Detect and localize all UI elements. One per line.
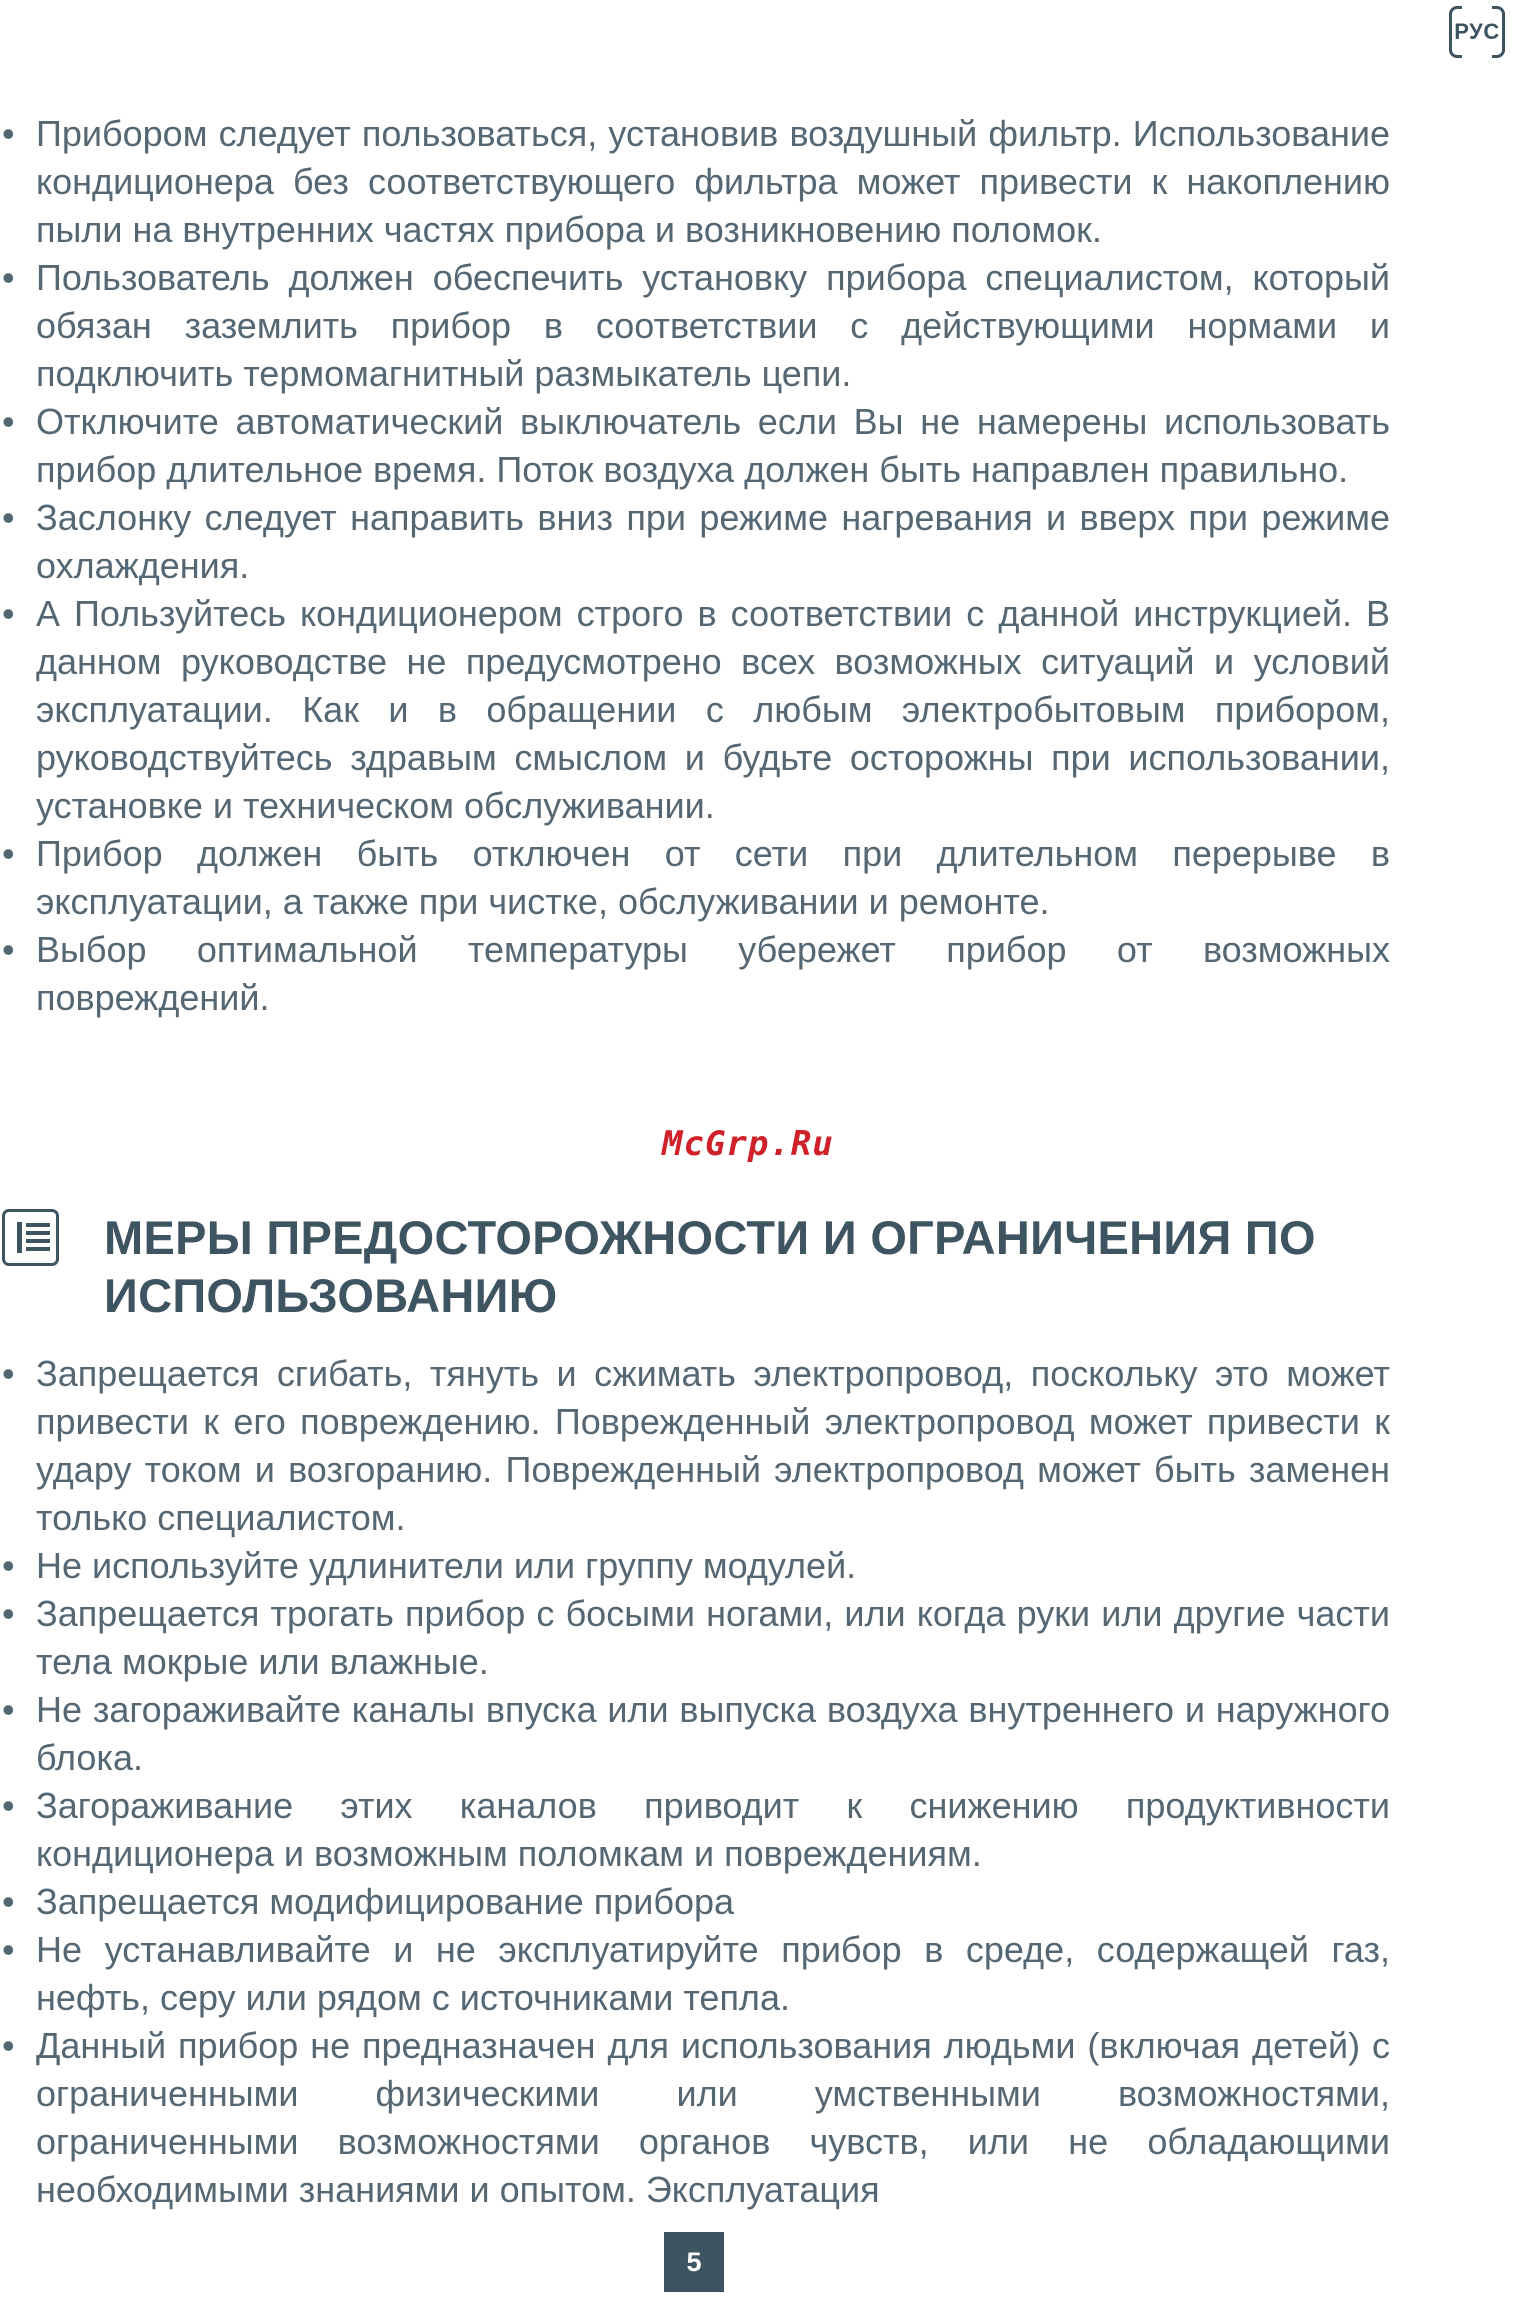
list-item: • Данный прибор не предназначен для использования людьми (включая детей) с ограниченными физическими или умственными возможностями, ограниченными возможностями органов чувств, или не обладающими необходимыми знаниями и опытом. Эксплуатация [0,2022,1390,2214]
watermark: McGrp.Ru [662,1124,834,1164]
list-item: • Запрещается трогать прибор с босыми ногами, или когда руки или другие части тела мокрые или влажные. [0,1590,1390,1686]
list-item: • Отключите автоматический выключатель если Вы не намерены использовать прибор длительное время. Поток воздуха должен быть направлен правильно. [0,398,1390,494]
list-item: • Выбор оптимальной температуры убережет прибор от возможных повреждений. [0,926,1390,1022]
list-item: • Не устанавливайте и не эксплуатируйте прибор в среде, содержащей газ, нефть, серу или рядом с источниками тепла. [0,1926,1390,2022]
list-item: • Загораживание этих каналов приводит к снижению продуктивности кондиционера и возможным поломкам и повреждениям. [0,1782,1390,1878]
language-badge [1449,6,1505,58]
list-item: • Запрещается модифицирование прибора [0,1878,1390,1926]
safety-list-top [0,110,1390,1022]
list-item: • Не загораживайте каналы впуска или выпуска воздуха внутреннего и наружного блока. [0,1686,1390,1782]
safety-list-bottom [0,1350,1390,2214]
section-title: МЕРЫ ПРЕДОСТОРОЖНОСТИ И ОГРАНИЧЕНИЯ ПО ИСПОЛЬЗОВАНИЮ [104,1211,1316,1322]
list-icon [2,1209,59,1266]
list-item: • Заслонку следует направить вниз при режиме нагревания и вверх при режиме охлаждения. [0,494,1390,590]
list-item: • Прибор должен быть отключен от сети при длительном перерыве в эксплуатации, а также при чистке, обслуживании и ремонте. [0,830,1390,926]
page-number [664,2232,724,2292]
list-item: • Запрещается сгибать, тянуть и сжимать электропровод, поскольку это может привести к его повреждению. Поврежденный электропровод может привести к удару током и возгоранию. Поврежденный электропровод может быть заменен только специалистом. [0,1350,1390,1542]
list-item: • Не используйте удлинители или группу модулей. [0,1542,1390,1590]
language-badge-label: РУС [1454,19,1500,44]
list-item: • Прибором следует пользоваться, установив воздушный фильтр. Использование кондиционера без соответствующего фильтра может привести к накоплению пыли на внутренних частях прибора и возникновению поломок. [0,110,1390,254]
list-item: • А Пользуйтесь кондиционером строго в соответствии с данной инструкцией. В данном руководстве не предусмотрено всех возможных ситуаций и условий эксплуатации. Как и в обращении с любым электробытовым прибором, руководствуйтесь здравым смыслом и будьте осторожны при использовании, установке и техническом обслуживании. [0,590,1390,830]
list-item: • Пользователь должен обеспечить установку прибора специалистом, который обязан заземлить прибор в соответствии с действующими нормами и подключить термомагнитный размыкатель цепи. [0,254,1390,398]
page-number-label: 5 [686,2246,702,2277]
